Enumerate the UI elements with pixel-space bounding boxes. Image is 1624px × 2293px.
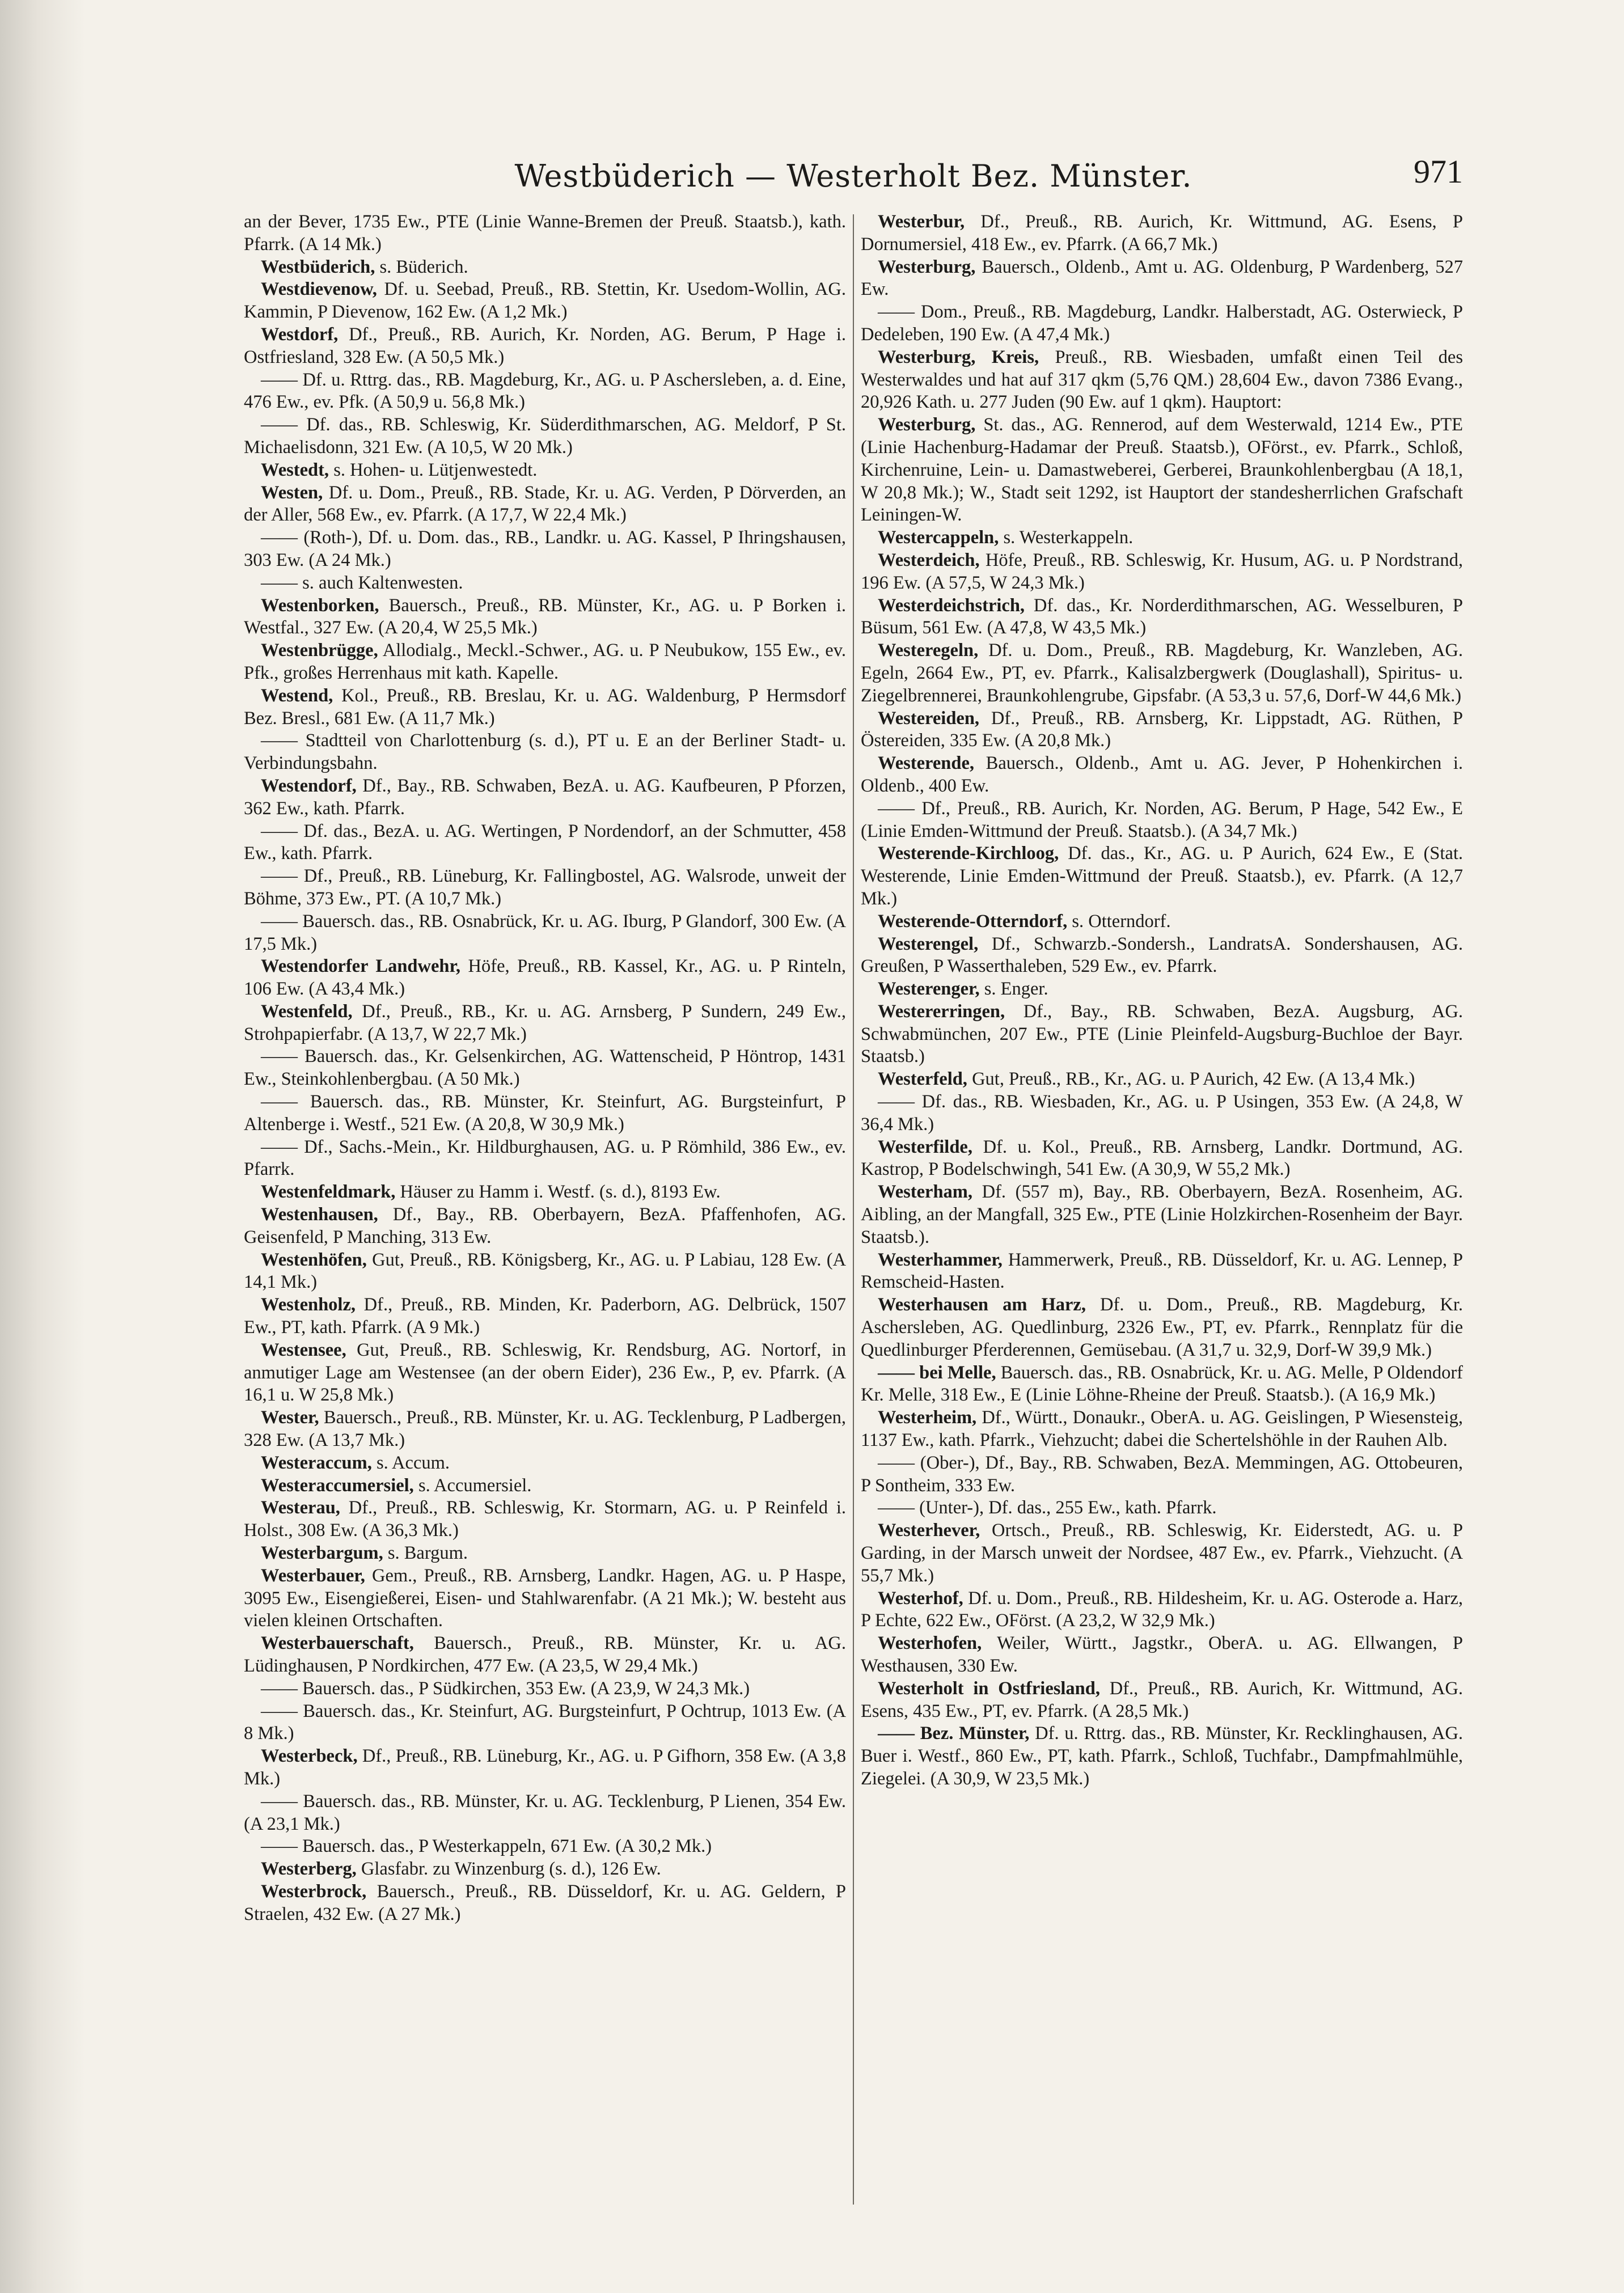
- entry-text: —— (Ober-), Df., Bay., RB. Schwaben, BezA. Memmingen, AG. Ottobeuren, P Sontheim, 333 Ew.: [861, 1452, 1463, 1496]
- gazetteer-entry: [861, 256, 1463, 302]
- entry-text: Hammerwerk, Preuß., RB. Düsseldorf, Kr. u. AG. Lennep, P Remscheid-Hasten.: [861, 1249, 1463, 1293]
- entry-text: s. Bargum.: [383, 1543, 468, 1564]
- entry-text: Df. u. Dom., Preuß., RB. Hildesheim, Kr. u. AG. Osterode a. Harz, P Echte, 622 Ew., OFörst. (A 23,2, W 32,9 Mk.): [861, 1588, 1463, 1631]
- gazetteer-entry: [861, 549, 1463, 595]
- entry-text: Df. (557 m), Bay., RB. Oberbayern, BezA. Rosenheim, AG. Aibling, an der Mangfall, 325 Ew., PTE (Linie Holzkirchen-Rosenheim der Bayr. Staatsb.).: [861, 1182, 1463, 1247]
- gazetteer-entry: [244, 1339, 846, 1407]
- gazetteer-entry: [861, 640, 1463, 707]
- entry-text: Bauersch., Preuß., RB. Düsseldorf, Kr. u. AG. Geldern, P Straelen, 432 Ew. (A 27 Mk.): [244, 1881, 846, 1924]
- entry-text: Gut, Preuß., RB. Königsberg, Kr., AG. u. P Labiau, 128 Ew. (A 14,1 Mk.): [244, 1249, 846, 1293]
- gazetteer-entry: [861, 1407, 1463, 1452]
- entry-headword: Westdorf,: [261, 324, 339, 345]
- gazetteer-entry: [861, 798, 1463, 843]
- entry-text: Bauersch., Oldenb., Amt u. AG. Oldenburg, P Wardenberg, 527 Ew.: [861, 256, 1463, 300]
- entry-headword: Westerbeck,: [261, 1746, 358, 1767]
- entry-text: Df., Preuß., RB. Minden, Kr. Paderborn, AG. Delbrück, 1507 Ew., PT, kath. Pfarrk. (A 9 Mk.): [244, 1294, 846, 1338]
- entry-text: Df. u. Dom., Preuß., RB. Magdeburg, Kr. Aschersleben, AG. Quedlinburg, 2326 Ew., PT, ev. Pfarrk., Rennplatz für die Quedlinburger Pferderennen, Gemüsebau. (A 31,7 u. 32,9, Dorf-W 39,9 Mk.): [861, 1294, 1463, 1360]
- entry-text: —— Df., Sachs.-Mein., Kr. Hildburghausen, AG. u. P Römhild, 386 Ew., ev. Pfarrk.: [244, 1136, 846, 1180]
- gazetteer-entry: [244, 1294, 846, 1339]
- page-number: 971: [1414, 153, 1463, 190]
- running-title: Westbüderich — Westerholt Bez. Münster.: [514, 158, 1192, 194]
- gazetteer-entry: [244, 211, 846, 256]
- gazetteer-entry: [861, 1136, 1463, 1182]
- entry-text: —— Bauersch. das., RB. Osnabrück, Kr. u. AG. Iburg, P Glandorf, 300 Ew. (A 17,5 Mk.): [244, 911, 846, 954]
- entry-headword: Westenfeldmark,: [261, 1182, 396, 1203]
- gazetteer-entry: [244, 1632, 846, 1678]
- entry-text: Df., Bay., RB. Schwaben, BezA. u. AG. Kaufbeuren, P Pforzen, 362 Ew., kath. Pfarrk.: [244, 775, 846, 819]
- gazetteer-entry: [244, 685, 846, 730]
- gazetteer-entry: [244, 1181, 846, 1204]
- entry-text: Df., Württ., Donaukr., OberA. u. AG. Geislingen, P Wiesensteig, 1137 Ew., kath. Pfarrk., Viehzucht; dabei die Schertelshöhle in der Rauhen Alb.: [861, 1407, 1463, 1451]
- gazetteer-entry: [244, 911, 846, 956]
- gazetteer-entry: [244, 1835, 846, 1858]
- entry-text: —— Bauersch. das., RB. Münster, Kr. u. AG. Tecklenburg, P Lienen, 354 Ew. (A 23,1 Mk.): [244, 1791, 846, 1834]
- entry-headword: Westdievenow,: [261, 279, 377, 300]
- entry-text: Df. u. Kol., Preuß., RB. Arnsberg, Landkr. Dortmund, AG. Kastrop, P Bodelschwingh, 541 Ew. (A 30,9, W 55,2 Mk.): [861, 1136, 1463, 1180]
- entry-text: s. Accumersiel.: [413, 1475, 532, 1496]
- gazetteer-entry: [861, 1520, 1463, 1587]
- entry-text: Df., Bay., RB. Schwaben, BezA. Augsburg, AG. Schwabmünchen, 207 Ew., PTE (Linie Pleinfeld-Augsburg-Buchloe der Bayr. Staatsb.): [861, 1001, 1463, 1067]
- gazetteer-entry: [244, 527, 846, 572]
- entry-headword: Westerham,: [878, 1182, 972, 1203]
- entry-text: Df. u. Seebad, Preuß., RB. Stettin, Kr. Usedom-Wollin, AG. Kammin, P Dievenow, 162 Ew. (A 1,2 Mk.): [244, 279, 846, 323]
- entry-text: Df., Schwarzb.-Sondersh., LandratsA. Sondershausen, AG. Greußen, P Wasserthaleben, 529 Ew., ev. Pfarrk.: [861, 933, 1463, 977]
- entry-headword: Wester,: [261, 1407, 319, 1428]
- entry-text: Df., Preuß., RB., Kr. u. AG. Arnsberg, P Sundern, 249 Ew., Strohpapierfabr. (A 13,7, W 22,7 Mk.): [244, 1001, 846, 1044]
- gazetteer-entry: [861, 933, 1463, 979]
- gazetteer-entry: [861, 1362, 1463, 1407]
- entry-text: Df. u. Rttrg. das., RB. Münster, Kr. Recklinghausen, AG. Buer i. Westf., 860 Ew., PT, kath. Pfarrk., Schloß, Tuchfabr., Dampfmahlmühle, Ziegelei. (A 30,9, W 23,5 Mk.): [861, 1723, 1463, 1789]
- entry-headword: Westendorf,: [261, 775, 357, 796]
- entry-text: Df., Preuß., RB. Aurich, Kr. Wittmund, AG. Esens, 435 Ew., PT, ev. Pfarrk. (A 28,5 Mk.): [861, 1678, 1463, 1721]
- gazetteer-entry: [244, 1678, 846, 1700]
- gazetteer-entry: [244, 1001, 846, 1046]
- gazetteer-entry: [244, 278, 846, 324]
- entry-text: Höfe, Preuß., RB. Schleswig, Kr. Husum, AG. u. P Nordstrand, 196 Ew. (A 57,5, W 24,3 Mk.): [861, 549, 1463, 593]
- entry-headword: Westerfeld,: [878, 1069, 967, 1090]
- entry-headword: Westenbrügge,: [261, 640, 378, 661]
- gazetteer-entry: [244, 1091, 846, 1136]
- gazetteer-entry: [244, 1046, 846, 1091]
- entry-headword: Westerdeichstrich,: [878, 595, 1025, 616]
- entry-headword: Westensee,: [261, 1339, 346, 1360]
- entry-headword: Westen,: [261, 482, 323, 503]
- entry-text: —— (Unter-), Df. das., 255 Ew., kath. Pfarrk.: [878, 1497, 1217, 1518]
- gazetteer-entry: [244, 482, 846, 527]
- entry-text: s. Büderich.: [375, 256, 468, 277]
- entry-headword: Westerenger,: [878, 979, 980, 1000]
- entry-text: Bauersch. das., RB. Osnabrück, Kr. u. AG. Melle, P Oldendorf Kr. Melle, 318 Ew., E (Linie Löhne-Rheine der Preuß. Staatsb.). (A 16,9 Mk.): [861, 1362, 1463, 1406]
- gazetteer-entry: [861, 211, 1463, 256]
- entry-text: Df., Preuß., RB. Aurich, Kr. Wittmund, AG. Esens, P Dornumersiel, 418 Ew., ev. Pfarrk. (A 66,7 Mk.): [861, 211, 1463, 255]
- gazetteer-entry: [861, 1497, 1463, 1520]
- gazetteer-entry: [244, 1136, 846, 1182]
- gazetteer-entry: [244, 1475, 846, 1497]
- entry-text: Höfe, Preuß., RB. Kassel, Kr., AG. u. P Rinteln, 106 Ew. (A 43,4 Mk.): [244, 956, 846, 1000]
- gazetteer-entry: [861, 414, 1463, 527]
- gazetteer-entry: [861, 301, 1463, 346]
- entry-headword: Westerau,: [261, 1497, 340, 1518]
- entry-headword: Westerbauer,: [261, 1565, 365, 1586]
- entry-headword: Westerdeich,: [878, 549, 980, 570]
- entry-text: —— Df. das., RB. Wiesbaden, Kr., AG. u. P Usingen, 353 Ew. (A 24,8, W 36,4 Mk.): [861, 1091, 1463, 1135]
- entry-text: —— Stadtteil von Charlottenburg (s. d.), PT u. E an der Berliner Stadt- u. Verbindungsbahn.: [244, 730, 846, 774]
- entry-headword: Westenfeld,: [261, 1001, 353, 1022]
- gazetteer-entry: [244, 1407, 846, 1452]
- entry-headword: Westeraccum,: [261, 1452, 372, 1473]
- gazetteer-entry: [861, 1181, 1463, 1249]
- entry-headword: Westerhever,: [878, 1520, 980, 1541]
- gazetteer-entry: [861, 595, 1463, 640]
- gazetteer-entry: [861, 708, 1463, 753]
- gazetteer-entry: [244, 640, 846, 685]
- gazetteer-entry: [244, 369, 846, 414]
- entry-text: —— Bauersch. das., Kr. Gelsenkirchen, AG. Wattenscheid, P Höntrop, 1431 Ew., Steinkohlenbergbau. (A 50 Mk.): [244, 1046, 846, 1090]
- entry-headword: Westeraccumersiel,: [261, 1475, 414, 1496]
- entry-text: Df., Preuß., RB. Schleswig, Kr. Stormarn, AG. u. P Reinfeld i. Holst., 308 Ew. (A 36,3 Mk.): [244, 1497, 846, 1541]
- entry-headword: Westend,: [261, 685, 333, 706]
- entry-text: —— Df., Preuß., RB. Lüneburg, Kr. Fallingbostel, AG. Walsrode, unweit der Böhme, 373 Ew., PT. (A 10,7 Mk.): [244, 866, 846, 909]
- gazetteer-entry: [244, 1700, 846, 1746]
- entry-headword: Westeregeln,: [878, 640, 979, 661]
- entry-headword: Westerende-Kirchloog,: [878, 843, 1059, 864]
- gazetteer-entry: [861, 1678, 1463, 1723]
- gazetteer-entry: [244, 256, 846, 279]
- gazetteer-entry: [244, 865, 846, 911]
- entry-text: Gem., Preuß., RB. Arnsberg, Landkr. Hagen, AG. u. P Haspe, 3095 Ew., Eisengießerei, Eisen- und Stahlwarenfabr. (A 21 Mk.); W. besteht aus vielen kleinen Ortschaften.: [244, 1565, 846, 1631]
- gazetteer-entry: [244, 324, 846, 369]
- entry-text: —— (Roth-), Df. u. Dom. das., RB., Landkr. u. AG. Kassel, P Ihringshausen, 303 Ew. (A 24 Mk.): [244, 527, 846, 570]
- gazetteer-entry: [244, 595, 846, 640]
- entry-headword: Westerhof,: [878, 1588, 963, 1609]
- entry-headword: Westerende-Otterndorf,: [878, 911, 1068, 932]
- gazetteer-entry: [861, 1588, 1463, 1633]
- entry-text: Weiler, Württ., Jagstkr., OberA. u. AG. Ellwangen, P Westhausen, 330 Ew.: [861, 1633, 1463, 1676]
- entry-text: Preuß., RB. Wiesbaden, umfaßt einen Teil des Westerwaldes und hat auf 317 qkm (5,76 QM.) 28,604 Ew., davon 7386 Evang., 20,926 Kath. u. 277 Juden (90 Ew. auf 1 qkm). Hauptort:: [861, 346, 1463, 413]
- entry-headword: Westbüderich,: [261, 256, 375, 277]
- entry-text: Df., Preuß., RB. Arnsberg, Kr. Lippstadt, AG. Rüthen, P Östereiden, 335 Ew. (A 20,8 Mk.): [861, 708, 1463, 751]
- gazetteer-entry: [244, 1881, 846, 1926]
- entry-text: —— Bauersch. das., RB. Münster, Kr. Steinfurt, AG. Burgsteinfurt, P Altenberge i. Westf., 521 Ew. (A 20,8, W 30,9 Mk.): [244, 1091, 846, 1135]
- gazetteer-entry: [244, 1745, 846, 1791]
- entry-text: Df. u. Dom., Preuß., RB. Stade, Kr. u. AG. Verden, P Dörverden, an der Aller, 568 Ew., ev. Pfarrk. (A 17,7, W 22,4 Mk.): [244, 482, 846, 526]
- entry-headword: Westerburg,: [878, 256, 976, 277]
- entry-text: Bauersch., Preuß., RB. Münster, Kr. u. AG. Lüdinghausen, P Nordkirchen, 477 Ew. (A 23,5, W 29,4 Mk.): [244, 1633, 846, 1676]
- gazetteer-entry: [244, 1497, 846, 1542]
- gazetteer-entry: [244, 1452, 846, 1475]
- entry-headword: Westerburg,: [878, 414, 976, 435]
- gazetteer-entry: [244, 955, 846, 1001]
- gazetteer-entry: [861, 346, 1463, 414]
- gazetteer-entry: [861, 911, 1463, 933]
- entry-headword: Westenhausen,: [261, 1204, 378, 1225]
- entry-text: Ortsch., Preuß., RB. Schleswig, Kr. Eiderstedt, AG. u. P Garding, in der Marsch unweit der Nordsee, 487 Ew., ev. Pfarrk., Viehzucht. (A 55,7 Mk.): [861, 1520, 1463, 1586]
- gazetteer-entry: [244, 414, 846, 459]
- gazetteer-entry: [244, 1791, 846, 1836]
- gazetteer-entry: [861, 527, 1463, 549]
- gazetteer-entry: [244, 820, 846, 866]
- entry-text: —— s. auch Kaltenwesten.: [261, 572, 463, 593]
- entry-headword: Westereiden,: [878, 708, 980, 729]
- entry-headword: Westerheim,: [878, 1407, 977, 1428]
- left-column: [244, 211, 853, 2212]
- gazetteer-entry: [861, 1249, 1463, 1294]
- gazetteer-entry: [244, 459, 846, 482]
- entry-headword: Westercappeln,: [878, 527, 999, 548]
- entry-text: Df. das., Kr. Norderdithmarschen, AG. Wesselburen, P Büsum, 561 Ew. (A 47,8, W 43,5 Mk.): [861, 595, 1463, 638]
- entry-text: Df., Preuß., RB. Aurich, Kr. Norden, AG. Berum, P Hage i. Ostfriesland, 328 Ew. (A 50,5 Mk.): [244, 324, 846, 367]
- entry-text: Bauersch., Oldenb., Amt u. AG. Jever, P Hohenkirchen i. Oldenb., 400 Ew.: [861, 753, 1463, 796]
- gazetteer-entry: [861, 1294, 1463, 1361]
- gazetteer-entry: [861, 1632, 1463, 1678]
- gazetteer-entry: [861, 978, 1463, 1001]
- entry-text: Df., Bay., RB. Oberbayern, BezA. Pfaffenhofen, AG. Geisenfeld, P Manching, 313 Ew.: [244, 1204, 846, 1247]
- entry-headword: Westerholt in Ostfriesland,: [878, 1678, 1100, 1699]
- entry-text: an der Bever, 1735 Ew., PTE (Linie Wanne-Bremen der Preuß. Staatsb.), kath. Pfarrk. (A 14 Mk.): [244, 211, 846, 255]
- entry-headword: Westerberg,: [261, 1859, 357, 1880]
- entry-headword: —— bei Melle,: [878, 1362, 996, 1383]
- entry-text: Df. das., Kr., AG. u. P Aurich, 624 Ew., E (Stat. Westerende, Linie Emden-Wittmund der Preuß. Staatsb.), ev. Pfarrk. (A 12,7 Mk.): [861, 843, 1463, 909]
- gazetteer-entry: [244, 1858, 846, 1881]
- entry-text: Df. u. Dom., Preuß., RB. Magdeburg, Kr. Wanzleben, AG. Egeln, 2664 Ew., PT, ev. Pfarrk., Kalisalzbergwerk (Douglashall), Spiritus- u. Ziegelbrennerei, Braunkohlengrube, Gipsfabr. (A 53,3 u. 57,6, Dorf-W 44,6 Mk.): [861, 640, 1463, 706]
- entry-text: Kol., Preuß., RB. Breslau, Kr. u. AG. Waldenburg, P Hermsdorf Bez. Bresl., 681 Ew. (A 11,7 Mk.): [244, 685, 846, 729]
- entry-text: —— Dom., Preuß., RB. Magdeburg, Landkr. Halberstadt, AG. Osterwieck, P Dedeleben, 190 Ew. (A 47,4 Mk.): [861, 302, 1463, 345]
- entry-headword: Westerbargum,: [261, 1543, 383, 1564]
- entry-text: s. Enger.: [979, 979, 1048, 1000]
- gazetteer-entry: [861, 1091, 1463, 1136]
- right-column: [854, 211, 1463, 2212]
- entry-text: Glasfabr. zu Winzenburg (s. d.), 126 Ew.: [356, 1859, 661, 1880]
- entry-text: Df., Preuß., RB. Lüneburg, Kr., AG. u. P Gifhorn, 358 Ew. (A 3,8 Mk.): [244, 1746, 846, 1789]
- gazetteer-entry: [861, 1723, 1463, 1790]
- gazetteer-entry: [244, 1542, 846, 1565]
- entry-text: s. Accum.: [371, 1452, 450, 1473]
- gazetteer-entry: [861, 1452, 1463, 1497]
- entry-headword: Westenborken,: [261, 595, 379, 616]
- gazetteer-entry: [861, 752, 1463, 798]
- gazetteer-entry: [244, 775, 846, 820]
- entry-text: —— Bauersch. das., Kr. Steinfurt, AG. Burgsteinfurt, P Ochtrup, 1013 Ew. (A 8 Mk.): [244, 1700, 846, 1744]
- entry-text: Gut, Preuß., RB., Kr., AG. u. P Aurich, 42 Ew. (A 13,4 Mk.): [967, 1069, 1415, 1090]
- gazetteer-entry: [244, 1249, 846, 1294]
- entry-text: Gut, Preuß., RB. Schleswig, Kr. Rendsburg, AG. Nortorf, in anmutiger Lage am Westensee (an der obern Eider), 236 Ew., P, ev. Pfarrk. (A 16,1 u. W 25,8 Mk.): [244, 1339, 846, 1406]
- entry-headword: Westenholz,: [261, 1294, 356, 1315]
- gazetteer-entry: [244, 730, 846, 775]
- entry-headword: Westerhammer,: [878, 1249, 1003, 1270]
- gazetteer-entry: [861, 1068, 1463, 1091]
- entry-text: St. das., AG. Rennerod, auf dem Westerwald, 1214 Ew., PTE (Linie Hachenburg-Hadamar der Preuß. Staatsb.), OFörst., ev. Pfarrk., Schloß, Kirchenruine, Lein- u. Damastweberei, Gerberei, Braunkohlenbergbau (A 18,1, W 20,8 Mk.); W., Stadt seit 1292, ist Hauptort der standesherrlichen Grafschaft Leiningen-W.: [861, 414, 1463, 526]
- page-header: [244, 132, 1463, 194]
- entry-headword: Westendorfer Landwehr,: [261, 956, 461, 977]
- entry-text: Bauersch., Preuß., RB. Münster, Kr. u. AG. Tecklenburg, P Ladbergen, 328 Ew. (A 13,7 Mk.): [244, 1407, 846, 1451]
- entry-text: —— Bauersch. das., P Südkirchen, 353 Ew. (A 23,9, W 24,3 Mk.): [261, 1678, 750, 1699]
- entry-text: —— Df., Preuß., RB. Aurich, Kr. Norden, AG. Berum, P Hage, 542 Ew., E (Linie Emden-Wittmund der Preuß. Staatsb.). (A 34,7 Mk.): [861, 798, 1463, 841]
- entry-text: Häuser zu Hamm i. Westf. (s. d.), 8193 Ew.: [395, 1182, 721, 1203]
- entry-headword: —— Bez. Münster,: [878, 1723, 1030, 1744]
- entry-headword: Westerhausen am Harz,: [878, 1294, 1086, 1315]
- entry-headword: Westerburg, Kreis,: [878, 346, 1039, 367]
- entry-headword: Westenhöfen,: [261, 1249, 367, 1270]
- dictionary-columns: [244, 211, 1463, 2212]
- entry-headword: Westedt,: [261, 459, 329, 480]
- entry-headword: Westererringen,: [878, 1001, 1005, 1022]
- entry-text: Allodialg., Meckl.-Schwer., AG. u. P Neubukow, 155 Ew., ev. Pfk., großes Herrenhaus mit kath. Kapelle.: [244, 640, 846, 683]
- entry-headword: Westerengel,: [878, 933, 979, 954]
- scan-edge-shadow: [0, 0, 85, 2293]
- entry-headword: Westerbauerschaft,: [261, 1633, 414, 1654]
- gazetteer-entry: [244, 1565, 846, 1632]
- entry-headword: Westerbur,: [878, 211, 965, 232]
- entry-text: s. Westerkappeln.: [999, 527, 1134, 548]
- entry-text: —— Df. das., BezA. u. AG. Wertingen, P Nordendorf, an der Schmutter, 458 Ew., kath. Pfarrk.: [244, 820, 846, 864]
- entry-text: —— Df. u. Rttrg. das., RB. Magdeburg, Kr., AG. u. P Aschersleben, a. d. Eine, 476 Ew., ev. Pfk. (A 50,9 u. 56,8 Mk.): [244, 369, 846, 413]
- entry-text: —— Bauersch. das., P Westerkappeln, 671 Ew. (A 30,2 Mk.): [261, 1836, 712, 1857]
- gazetteer-entry: [244, 572, 846, 595]
- entry-text: Bauersch., Preuß., RB. Münster, Kr., AG. u. P Borken i. Westfal., 327 Ew. (A 20,4, W 25,5 Mk.): [244, 595, 846, 638]
- entry-text: s. Otterndorf.: [1067, 911, 1171, 932]
- entry-headword: Westerbrock,: [261, 1881, 367, 1902]
- entry-headword: Westerende,: [878, 753, 974, 774]
- gazetteer-entry: [861, 843, 1463, 910]
- entry-headword: Westerhofen,: [878, 1633, 982, 1654]
- entry-text: —— Df. das., RB. Schleswig, Kr. Süderdithmarschen, AG. Meldorf, P St. Michaelisdonn, 321 Ew. (A 10,5, W 20 Mk.): [244, 414, 846, 458]
- gazetteer-entry: [861, 1001, 1463, 1068]
- entry-headword: Westerfilde,: [878, 1136, 972, 1157]
- entry-text: s. Hohen- u. Lütjenwestedt.: [329, 459, 538, 480]
- gazetteer-entry: [244, 1204, 846, 1249]
